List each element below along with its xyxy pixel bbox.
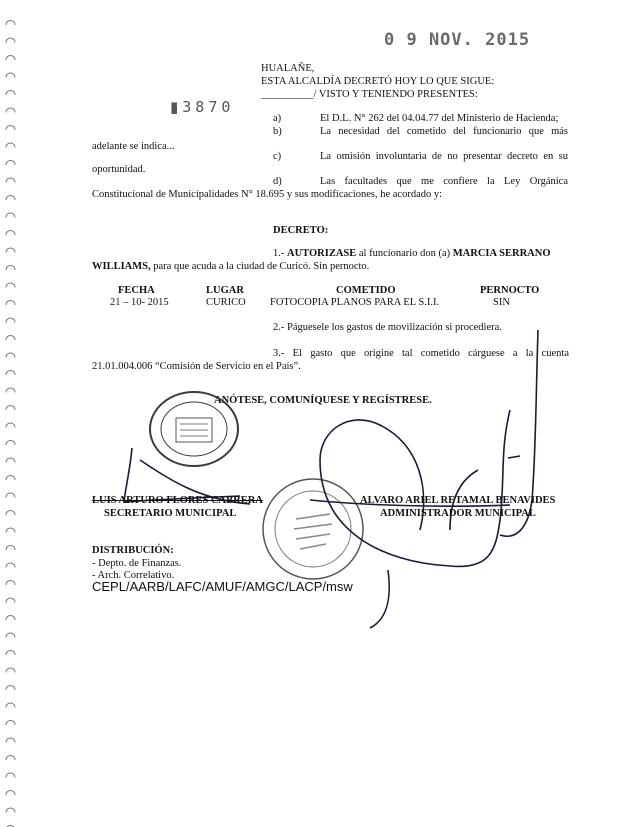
binding-hole [6,423,15,428]
considerando-a-text: El D.L. N° 262 del 04.04.77 del Ministerio de Hacienda; [320,113,559,124]
considerando-d-letter: d) [273,176,282,187]
binding-hole [6,21,15,26]
binding-hole [6,773,15,778]
binding-hole [6,668,15,673]
binding-hole [6,476,15,481]
binding-hole [6,703,15,708]
distribution-title: DISTRIBUCIÓN: [92,545,174,556]
table-cell-cometido: FOTOCOPIA PLANOS PARA EL S.I.I. [270,297,440,308]
city-line: HUALAÑE, [261,63,315,74]
binding-hole [6,266,15,271]
distribution-item-1: - Depto. de Finanzas. [92,558,182,569]
binding-hole [6,301,15,306]
binding-hole [6,388,15,393]
binding-hole [6,213,15,218]
decreto-point-1-cont: WILLIAMS, para que acuda a la ciudad de Curicó. Sin pernocto. [92,261,370,272]
decree-heading-line: ESTA ALCALDÍA DECRETÓ HOY LO QUE SIGUE: [261,76,495,87]
received-date-stamp: 0 9 NOV. 2015 [384,30,531,50]
considerando-b-cont: adelante se indica... [92,141,175,152]
binding-hole [6,791,15,796]
decreto-point-3: 3.- El gasto que origine tal cometido cárguese a la cuenta [273,348,569,359]
binding-hole [6,143,15,148]
considerando-b-letter: b) [273,126,282,137]
decreto-point-2: 2.- Páguesele los gastos de movilización si procediera. [273,322,502,333]
binding-hole [6,738,15,743]
binding-hole [6,633,15,638]
binding-hole [6,283,15,288]
left-signer-name: LUIS ARTURO FLORES CABRERA [92,495,263,506]
considerando-c-text: La omisión involuntaria de no presentar decreto en su [320,151,568,162]
binding-hole [6,808,15,813]
considerando-d-text: Las facultades que me confiere la Ley Orgánica [320,176,568,187]
left-signer-title: SECRETARIO MUNICIPAL [104,508,237,519]
binding-hole [6,546,15,551]
considerando-c-letter: c) [273,151,282,162]
binding-hole [6,721,15,726]
binding-hole [6,318,15,323]
binding-hole [6,528,15,533]
register-number-stamp: ▮ 3870 [170,98,235,116]
binding-holes [0,0,30,827]
binding-hole [6,73,15,78]
considerando-c-cont: oportunidad. [92,164,146,175]
table-header-lugar: LUGAR [206,285,244,296]
right-signer-name: ALVARO ARIEL RETAMAL BENAVIDES [360,495,556,506]
decreto-point-3-cont: 21.01.004.006 “Comisión de Servicio en el País”. [92,361,301,372]
binding-hole [6,126,15,131]
distribution-item-2: - Arch. Correlativo. [92,570,175,581]
binding-hole [6,686,15,691]
binding-hole [6,458,15,463]
considerando-a-letter: a) [273,113,282,124]
binding-hole [6,406,15,411]
binding-hole [6,56,15,61]
table-cell-lugar: CURICO [206,297,246,308]
binding-hole [6,178,15,183]
closing-formula: ANÓTESE, COMUNÍQUESE Y REGÍSTRESE. [214,395,432,406]
table-header-fecha: FECHA [118,285,155,296]
binding-hole [6,248,15,253]
binding-hole [6,598,15,603]
binding-hole [6,231,15,236]
binding-hole [6,38,15,43]
table-header-cometido: COMETIDO [336,285,396,296]
binding-hole [6,616,15,621]
responsible-initials: CEPL/AARB/LAFC/AMUF/AMGC/LACP/msw [92,579,353,594]
binding-hole [6,563,15,568]
binding-hole [6,511,15,516]
binding-hole [6,161,15,166]
binding-hole [6,651,15,656]
binding-hole [6,336,15,341]
table-header-pernocto: PERNOCTO [480,285,540,296]
binding-hole [6,581,15,586]
binding-hole [6,196,15,201]
binding-hole [6,353,15,358]
right-signer-title: ADMINISTRADOR MUNICIPAL [380,508,536,519]
binding-hole [6,493,15,498]
decreto-title: DECRETO: [273,225,329,236]
decreto-point-1: 1.- AUTORIZASE al funcionario don (a) MARCIA SERRANO [273,248,551,259]
table-cell-pernocto: SIN [493,297,510,308]
binding-hole [6,91,15,96]
table-cell-fecha: 21 – 10- 2015 [110,297,169,308]
considerando-d-cont: Constitucional de Municipalidades N° 18.695 y sus modificaciones, he acordado y: [92,189,443,200]
considerando-b-text: La necesidad del cometido del funcionario que más [320,126,568,137]
binding-hole [6,441,15,446]
visto-line: __________/ VISTO Y TENIENDO PRESENTES: [261,89,478,100]
binding-hole [6,108,15,113]
binding-hole [6,756,15,761]
binding-hole [6,371,15,376]
